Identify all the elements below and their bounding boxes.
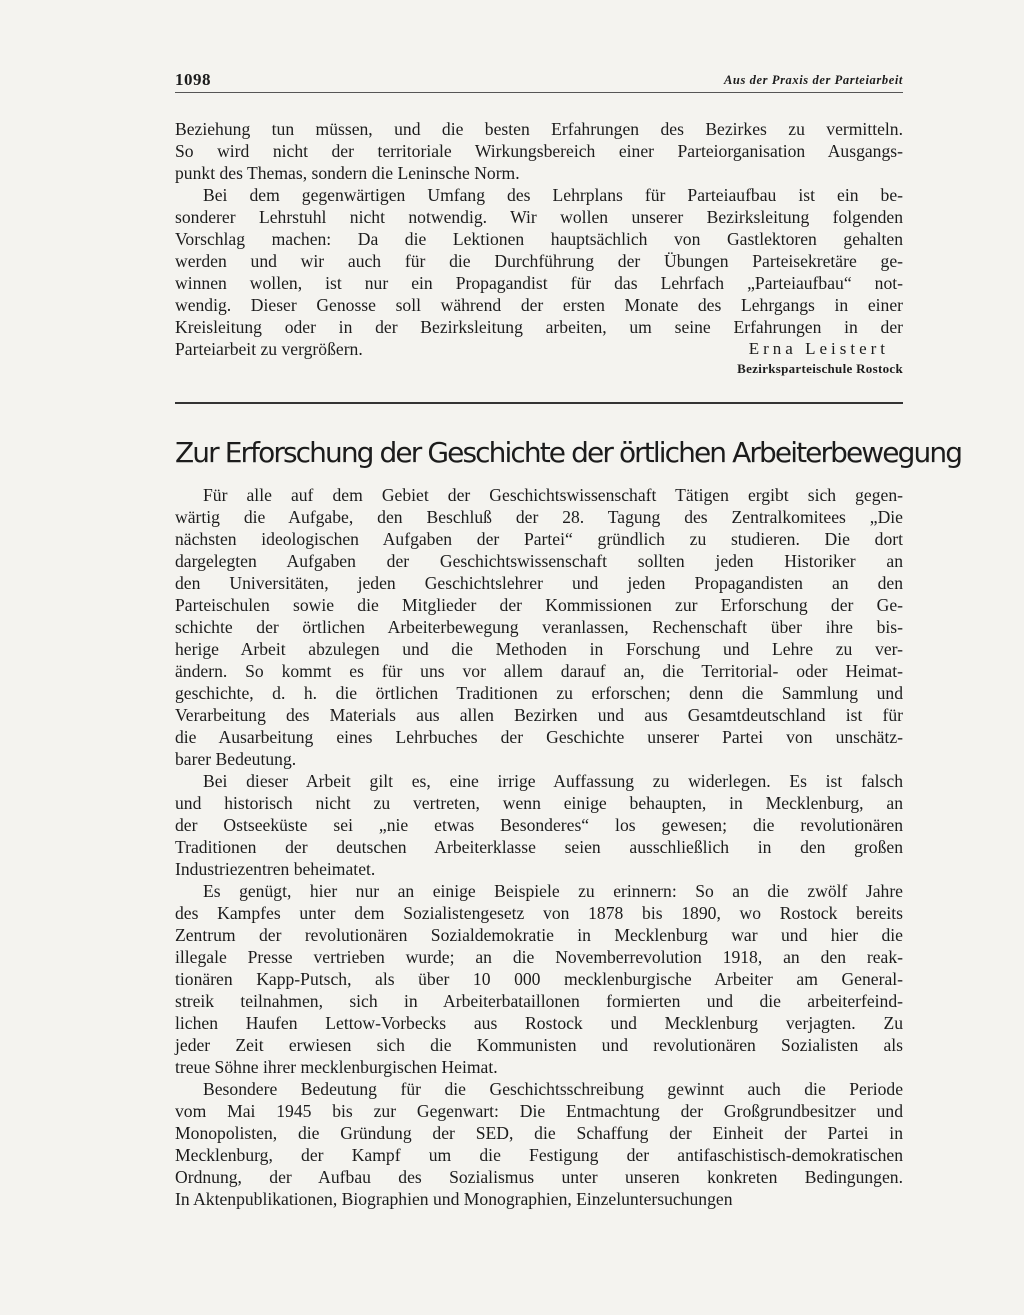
text-line: Industriezentren beheimatet. — [175, 859, 376, 879]
text-line: die Ausarbeitung eines Lehrbuches der Geschichte unserer Partei von unschätz- — [175, 727, 903, 747]
text-line: Ordnung, der Aufbau des Sozialismus unter unseren konkreten Bedingungen. — [175, 1167, 903, 1187]
signature-line — [175, 338, 903, 360]
text-line: punkt des Themas, sondern die Leninsche Norm. — [175, 163, 520, 183]
text-line: Traditionen der deutschen Arbeiterklasse seien ausschließlich in den großen — [175, 837, 903, 857]
text-line: Beziehung tun müssen, und die besten Erfahrungen des Bezirkes zu vermitteln. — [175, 119, 903, 139]
article-paragraph — [175, 880, 903, 1078]
running-head: Aus der Praxis der Parteiarbeit — [723, 73, 903, 87]
text-line: Zentrum der revolutionären Sozialdemokratie in Mecklenburg war und hier die — [175, 925, 903, 945]
text-line: So wird nicht der territoriale Wirkungsbereich einer Parteiorganisation Ausgangs- — [175, 141, 903, 161]
text-line: der Ostseeküste sei „nie etwas Besonderes“ los gewesen; die revolutionären — [175, 815, 903, 835]
paragraph — [175, 184, 903, 338]
text-line: dargelegten Aufgaben der Geschichtswissenschaft sollten jeden Historiker an — [175, 551, 903, 571]
text-line: Monopolisten, die Gründung der SED, die Schaffung der Einheit der Partei in — [175, 1123, 903, 1143]
article-paragraph — [175, 1078, 903, 1210]
text-line: winnen wollen, ist nur ein Propagandist für das Lehrfach „Parteiaufbau“ not- — [175, 273, 903, 293]
article-body — [175, 484, 903, 1210]
text-line: treue Söhne ihrer mecklenburgischen Heimat. — [175, 1057, 498, 1077]
text-line: Es genügt, hier nur an einige Beispiele zu erinnern: So an die zwölf Jahre — [203, 881, 903, 901]
text-line: Parteischulen sowie die Mitglieder der Kommissionen zur Erforschung der Ge- — [175, 595, 903, 615]
text-line: den Universitäten, jeden Geschichtslehrer und jeden Propagandisten an den — [175, 573, 903, 593]
text-line: barer Bedeutung. — [175, 749, 297, 769]
page-header — [175, 70, 903, 93]
text-line: vom Mai 1945 bis zur Gegenwart: Die Entmachtung der Großgrundbesitzer und — [175, 1101, 903, 1121]
text-line: Besondere Bedeutung für die Geschichtsschreibung gewinnt auch die Periode — [203, 1079, 903, 1099]
text-line: wärtig die Aufgabe, den Beschluß der 28. Tagung des Zentralkomitees „Die — [175, 507, 903, 527]
text-line: schichte der örtlichen Arbeiterbewegung veranlassen, Rechenschaft über ihre bis- — [175, 617, 903, 637]
author-name: Erna Leistert — [748, 339, 889, 358]
article-paragraph — [175, 770, 903, 880]
text-line: sonderer Lehrstuhl nicht notwendig. Wir wollen unserer Bezirksleitung folgenden — [175, 207, 903, 227]
previous-article-ending — [175, 118, 903, 360]
text-line: Vorschlag machen: Da die Lektionen hauptsächlich von Gastlektoren gehalten — [175, 229, 903, 249]
text-line: tionären Kapp-Putsch, als über 10 000 mecklenburgische Arbeiter am General- — [175, 969, 903, 989]
text-line: nächsten ideologischen Aufgaben der Partei“ gründlich zu studieren. Die dort — [175, 529, 903, 549]
text-line: werden und wir auch für die Durchführung der Übungen Parteisekretäre ge- — [175, 251, 903, 271]
article-title: Zur Erforschung der Geschichte der örtlichen Arbeiterbewegung — [175, 436, 962, 469]
text-line: lichen Haufen Lettow-Vorbecks aus Rostock und Mecklenburg verjagten. Zu — [175, 1013, 903, 1033]
article-paragraph — [175, 484, 903, 770]
text-line: herige Arbeit abzulegen und die Methoden in Forschung und Lehre zu ver- — [175, 639, 903, 659]
text-line: jeder Zeit erwiesen sich die Kommunisten und revolutionären Sozialisten als — [175, 1035, 903, 1055]
text-line: Kreisleitung oder in der Bezirksleitung arbeiten, um seine Erfahrungen in der — [175, 317, 903, 337]
text-line: Mecklenburg, der Kampf um die Festigung der antifaschistisch-demokratischen — [175, 1145, 903, 1165]
author-institution: Bezirksparteischule Rostock — [737, 361, 903, 376]
section-divider — [175, 402, 903, 404]
text-line: streik teilnahmen, sich in Arbeiterbataillonen formierten und die arbeiterfeind- — [175, 991, 903, 1011]
text-line: In Aktenpublikationen, Biographien und Monographien, Einzeluntersuchungen — [175, 1189, 733, 1209]
text-line: und historisch nicht zu vertreten, wenn einige behaupten, in Mecklenburg, an — [175, 793, 903, 813]
paragraph — [175, 118, 903, 184]
text-line: geschichte, d. h. die örtlichen Traditionen zu erforschen; denn die Sammlung und — [175, 683, 903, 703]
text-line: des Kampfes unter dem Sozialistengesetz von 1878 bis 1890, wo Rostock bereits — [175, 903, 903, 923]
text-line: Parteiarbeit zu vergrößern. — [175, 339, 363, 359]
text-line: Für alle auf dem Gebiet der Geschichtswissenschaft Tätigen ergibt sich gegen- — [203, 485, 903, 505]
text-line: Bei dieser Arbeit gilt es, eine irrige Auffassung zu widerlegen. Es ist falsch — [203, 771, 903, 791]
text-line: illegale Presse vertrieben wurde; an die Novemberrevolution 1918, an den reak- — [175, 947, 903, 967]
text-line: ändern. So kommt es für uns vor allem darauf an, die Territorial- oder Heimat- — [175, 661, 903, 681]
text-line: Bei dem gegenwärtigen Umfang des Lehrplans für Parteiaufbau ist ein be- — [203, 185, 903, 205]
page-number: 1098 — [175, 70, 211, 89]
text-line: wendig. Dieser Genosse soll während der ersten Monate des Lehrgangs in einer — [175, 295, 903, 315]
text-line: Verarbeitung des Materials aus allen Bezirken und aus Gesamtdeutschland ist für — [175, 705, 903, 725]
